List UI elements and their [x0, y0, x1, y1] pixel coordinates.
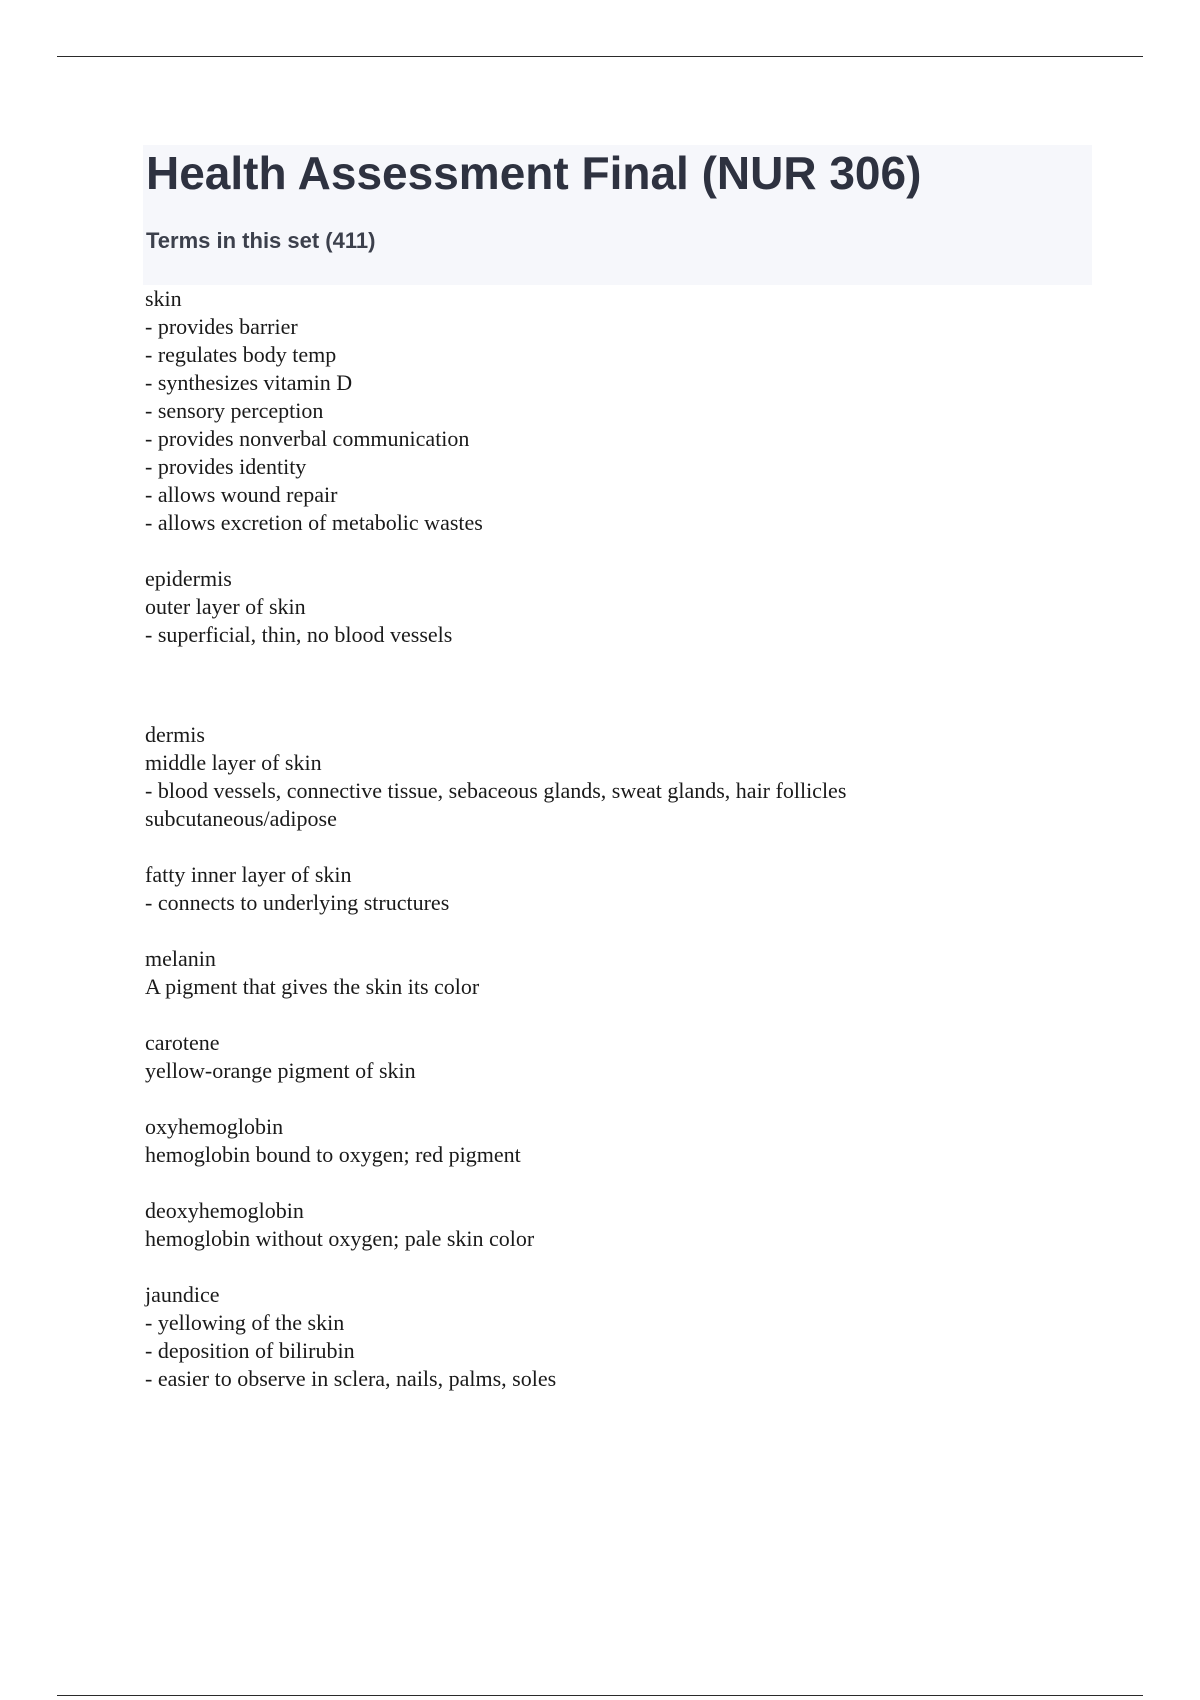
term-line: - synthesizes vitamin D [145, 370, 353, 395]
term-line: middle layer of skin [145, 750, 322, 775]
term-entry [145, 1029, 1105, 1085]
page-title: Health Assessment Final (NUR 306) [146, 147, 922, 199]
term-line: - allows wound repair [145, 482, 338, 507]
term-line: - provides nonverbal communication [145, 426, 470, 451]
term-line: carotene [145, 1030, 220, 1055]
terms-count-heading: Terms in this set (411) [146, 228, 376, 253]
term-entry [145, 945, 1105, 1001]
term-line: yellow-orange pigment of skin [145, 1058, 416, 1083]
term-line: fatty inner layer of skin [145, 862, 352, 887]
term-entry [145, 861, 1105, 917]
term-line: jaundice [145, 1282, 220, 1307]
term-line: - regulates body temp [145, 342, 337, 367]
term-entry [145, 285, 1105, 537]
term-entry [145, 1197, 1105, 1253]
term-line: A pigment that gives the skin its color [145, 974, 480, 999]
term-line: - deposition of bilirubin [145, 1338, 355, 1363]
term-line: - blood vessels, connective tissue, sebaceous glands, sweat glands, hair follicles [145, 778, 847, 803]
term-line: hemoglobin bound to oxygen; red pigment [145, 1142, 521, 1167]
terms-list [145, 285, 1105, 1393]
term-line: - provides barrier [145, 314, 298, 339]
bottom-rule [57, 1695, 1143, 1696]
term-line: - yellowing of the skin [145, 1310, 345, 1335]
term-line: outer layer of skin [145, 594, 306, 619]
term-line: hemoglobin without oxygen; pale skin color [145, 1226, 535, 1251]
term-line: subcutaneous/adipose [145, 806, 337, 831]
term-line: - allows excretion of metabolic wastes [145, 510, 483, 535]
term-line: epidermis [145, 566, 232, 591]
term-line: - provides identity [145, 454, 307, 479]
term-line: deoxyhemoglobin [145, 1198, 304, 1223]
term-line: - superficial, thin, no blood vessels [145, 622, 453, 647]
term-line: dermis [145, 722, 205, 747]
term-line: oxyhemoglobin [145, 1114, 284, 1139]
term-entry [145, 721, 1105, 833]
term-line: - easier to observe in sclera, nails, palms, soles [145, 1366, 557, 1391]
term-line: melanin [145, 946, 216, 971]
term-line: - connects to underlying structures [145, 890, 450, 915]
top-rule [57, 56, 1143, 57]
term-entry [145, 1113, 1105, 1169]
term-line: skin [145, 286, 182, 311]
term-entry [145, 1281, 1105, 1393]
term-line: - sensory perception [145, 398, 324, 423]
term-entry [145, 565, 1105, 649]
